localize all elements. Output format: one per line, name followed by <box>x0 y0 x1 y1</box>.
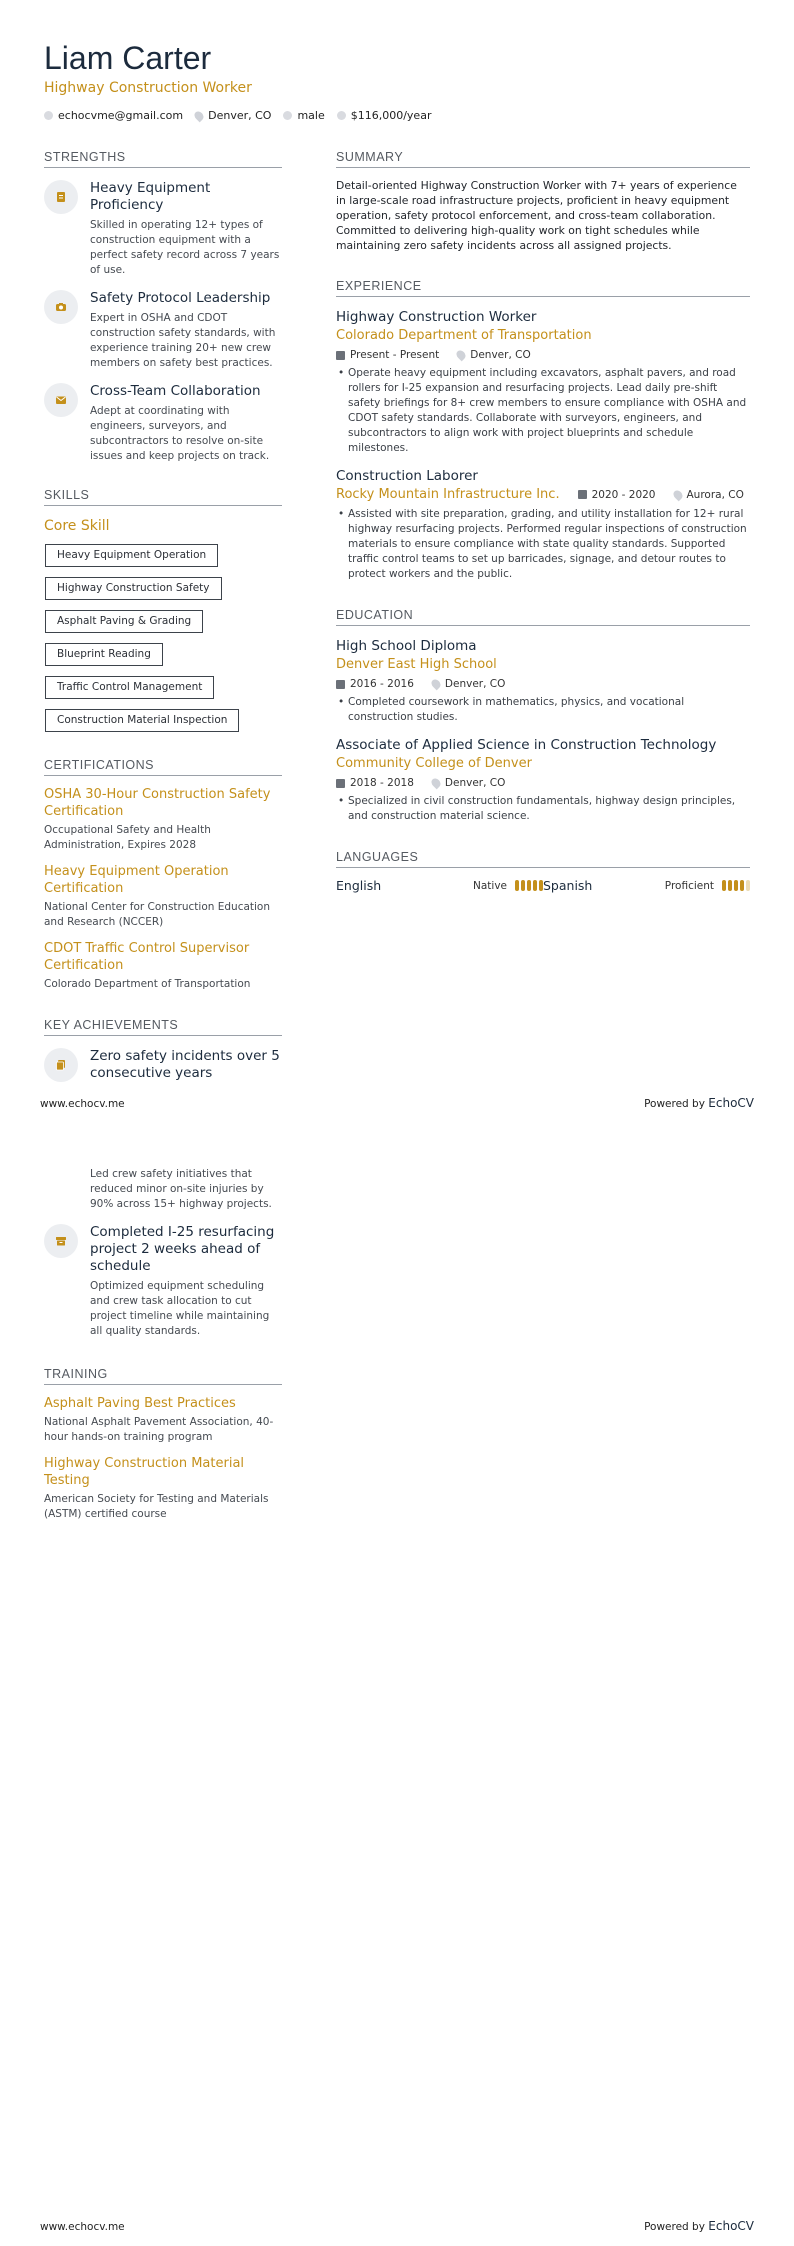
calendar-icon <box>336 351 345 360</box>
footer-powered <box>644 2219 754 2233</box>
skill-tag: Traffic Control Management <box>45 676 214 699</box>
powered-label: Powered by <box>644 2221 705 2233</box>
achievement-item <box>44 1224 282 1339</box>
contact-email[interactable]: echocvme@gmail.com <box>58 109 184 122</box>
achievement-title: Completed I-25 resurfacing project 2 weeks ahead of schedule <box>90 1224 275 1274</box>
footer-site[interactable]: www.echocv.me <box>40 2221 125 2233</box>
envelope-icon <box>44 383 78 417</box>
archive-icon <box>44 1224 78 1258</box>
left-column <box>44 150 282 1082</box>
job-company: Rocky Mountain Infrastructure Inc. <box>336 487 560 502</box>
job-title: Construction Laborer <box>336 468 478 484</box>
brand-logo: EchoCV <box>708 2219 754 2233</box>
summary-title: SUMMARY <box>336 150 750 168</box>
job-bullet: • Operate heavy equipment including excavators, asphalt pavers, and road rollers for I-25 expansion and resurfacing projects. Lead daily pre-shift safety briefings for 8+ crew members to ensure compliance with OSHA and CDOT safety standards. Collaborate with surveyors, engineers, and subcontractors to align work with project blueprints and schedule milestones. <box>336 366 750 456</box>
certification-title: CDOT Traffic Control Supervisor Certification <box>44 941 250 973</box>
experience-title: EXPERIENCE <box>336 279 750 297</box>
resume-page-2 <box>0 1123 794 2246</box>
location-icon <box>430 678 443 691</box>
contact-gender: male <box>297 109 325 122</box>
language-item <box>543 878 750 893</box>
rating-dot <box>728 880 732 891</box>
job-location: Denver, CO <box>470 349 531 361</box>
calendar-icon <box>578 490 587 499</box>
strength-item <box>44 180 282 278</box>
job-location: Aurora, CO <box>686 488 744 501</box>
location-icon <box>430 777 443 790</box>
rating-dot <box>722 880 726 891</box>
certification-title: OSHA 30-Hour Construction Safety Certification <box>44 787 271 819</box>
strength-desc: Adept at coordinating with engineers, surveyors, and subcontractors to resolve on-site issues and keep projects on track. <box>90 405 270 462</box>
certification-item <box>44 786 282 853</box>
achievement-desc: Optimized equipment scheduling and crew task allocation to cut project timeline while maintaining all quality standards. <box>90 1280 270 1337</box>
document-icon <box>44 180 78 214</box>
training-title-text: Highway Construction Material Testing <box>44 1456 245 1488</box>
contact-salary: $116,000/year <box>350 109 432 122</box>
skill-tag: Blueprint Reading <box>45 643 163 666</box>
skills-title: SKILLS <box>44 488 282 506</box>
languages-list <box>336 878 750 893</box>
rating-dot <box>515 880 519 891</box>
calendar-icon <box>336 680 345 689</box>
brand-logo: EchoCV <box>708 1096 754 1110</box>
strength-desc: Skilled in operating 12+ types of construction equipment with a perfect safety record across 7 years of use. <box>90 219 280 276</box>
rating-dot <box>746 880 750 891</box>
footer-powered <box>644 1096 754 1110</box>
skills-list <box>45 534 282 732</box>
rating-dot <box>740 880 744 891</box>
language-name: Spanish <box>543 878 593 893</box>
contact-bar <box>44 109 431 122</box>
strength-title: Cross-Team Collaboration <box>90 383 261 399</box>
language-rating <box>722 880 750 891</box>
rating-dot <box>734 880 738 891</box>
candidate-role: Highway Construction Worker <box>44 80 252 96</box>
certifications-title: CERTIFICATIONS <box>44 758 282 776</box>
camera-icon <box>44 290 78 324</box>
training-item <box>44 1455 282 1522</box>
certification-item <box>44 940 282 992</box>
school: Community College of Denver <box>336 756 532 771</box>
skill-tag: Highway Construction Safety <box>45 577 222 600</box>
training-title-text: Asphalt Paving Best Practices <box>44 1396 236 1411</box>
edu-dates: 2016 - 2016 <box>350 678 414 690</box>
strength-item <box>44 383 282 464</box>
training-provider: National Asphalt Pavement Association, 40-hour hands-on training program <box>44 1416 274 1443</box>
strengths-title: STRENGTHS <box>44 150 282 168</box>
job-dates: 2020 - 2020 <box>591 488 656 501</box>
language-level: Proficient <box>664 879 714 892</box>
degree: High School Diploma <box>336 638 477 654</box>
calendar-icon <box>336 779 345 788</box>
footer-site[interactable]: www.echocv.me <box>40 1098 125 1110</box>
language-rating <box>515 880 543 891</box>
job-title: Highway Construction Worker <box>336 309 537 325</box>
training-provider: American Society for Testing and Materials (ASTM) certified course <box>44 1493 269 1520</box>
edu-bullet: • Completed coursework in mathematics, physics, and vocational construction studies. <box>336 695 750 725</box>
certification-item <box>44 863 282 930</box>
money-icon <box>337 111 346 120</box>
job-dates: Present - Present <box>350 349 440 361</box>
strength-title: Heavy Equipment Proficiency <box>90 180 211 213</box>
school: Denver East High School <box>336 657 497 672</box>
certification-title: Heavy Equipment Operation Certification <box>44 864 229 896</box>
location-icon <box>671 488 684 501</box>
achievement-desc: Led crew safety initiatives that reduced minor on-site injuries by 90% across 15+ highway projects. <box>90 1168 272 1210</box>
right-column <box>336 150 750 893</box>
strength-desc: Expert in OSHA and CDOT construction safety standards, with experience training 20+ new crew members on safety best practices. <box>90 312 276 369</box>
core-skill-heading: Core Skill <box>44 518 110 534</box>
job-bullet: • Assisted with site preparation, grading, and utility installation for 12+ rural highway resurfacing projects. Performed regular inspections of construction materials to ensure compliance with state quality standards. Supported traffic control teams to set up barricades, signage, and detour routes to protect workers and the public. <box>336 507 750 582</box>
certification-issuer: National Center for Construction Education and Research (NCCER) <box>44 901 271 928</box>
education-title: EDUCATION <box>336 608 750 626</box>
language-level: Native <box>473 879 507 892</box>
degree: Associate of Applied Science in Construction Technology <box>336 737 717 753</box>
powered-label: Powered by <box>644 1098 705 1110</box>
rating-dot <box>521 880 525 891</box>
job-company: Colorado Department of Transportation <box>336 328 592 343</box>
candidate-name: Liam Carter <box>44 40 212 76</box>
certification-issuer: Occupational Safety and Health Administration, Expires 2028 <box>44 824 211 851</box>
location-icon <box>455 349 468 362</box>
copy-icon <box>44 1048 78 1082</box>
training-title: TRAINING <box>44 1367 282 1385</box>
languages-title: LANGUAGES <box>336 850 750 868</box>
strength-item <box>44 290 282 371</box>
contact-location: Denver, CO <box>208 109 272 122</box>
experience-item <box>336 468 750 582</box>
skill-tag: Asphalt Paving & Grading <box>45 610 203 633</box>
edu-bullet: • Specialized in civil construction fundamentals, highway design principles, and construction material science. <box>336 794 750 824</box>
person-icon <box>283 111 292 120</box>
location-icon <box>193 109 206 122</box>
left-column <box>44 1163 282 1522</box>
email-icon <box>44 111 53 120</box>
edu-location: Denver, CO <box>444 678 506 690</box>
education-item <box>336 737 750 824</box>
strength-title: Safety Protocol Leadership <box>90 290 271 306</box>
certification-issuer: Colorado Department of Transportation <box>44 978 251 990</box>
education-item <box>336 638 750 725</box>
achievement-item <box>44 1048 282 1082</box>
edu-location: Denver, CO <box>444 777 506 789</box>
rating-dot <box>527 880 531 891</box>
achievements-title: KEY ACHIEVEMENTS <box>44 1018 282 1036</box>
achievement-title: Zero safety incidents over 5 consecutive years <box>90 1048 280 1081</box>
skill-tag: Heavy Equipment Operation <box>45 544 218 567</box>
rating-dot <box>533 880 537 891</box>
training-item <box>44 1395 282 1445</box>
experience-item <box>336 309 750 456</box>
language-item <box>336 878 543 893</box>
skill-tag: Construction Material Inspection <box>45 709 239 732</box>
language-name: English <box>336 878 382 893</box>
summary-text: Detail-oriented Highway Construction Worker with 7+ years of experience in large-scale road infrastructure projects, proficient in heavy equipment operation, safety protocol enforcement, and cross-team collaboration. Committed to delivering high-quality work on tight schedules while maintaining zero safety incidents across all assigned projects. <box>336 179 737 252</box>
edu-dates: 2018 - 2018 <box>350 777 414 789</box>
